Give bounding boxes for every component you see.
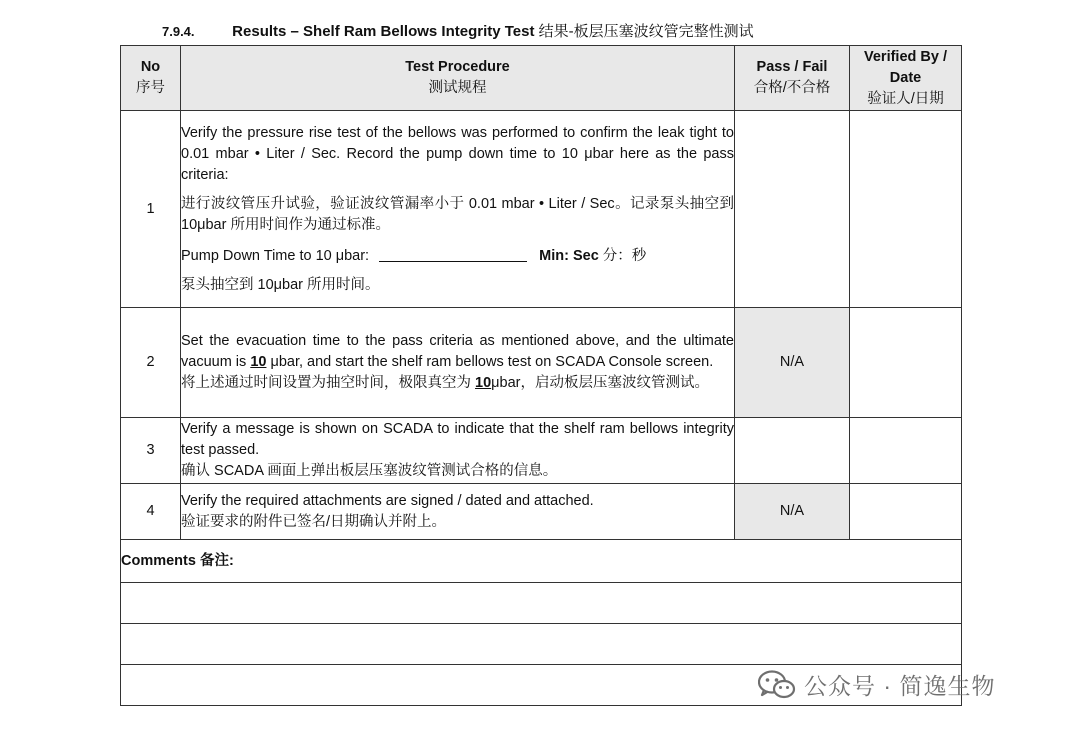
table-row <box>121 418 962 484</box>
ultimate-vacuum-value-zh: 10 <box>475 375 492 391</box>
pump-down-text-zh: 泵头抽空到 10μbar 所用时间。 <box>181 276 380 293</box>
verified-by-cell[interactable] <box>850 418 962 484</box>
pump-down-time-field[interactable] <box>379 247 527 262</box>
ultimate-vacuum-value: 10 <box>250 354 267 370</box>
table-row <box>121 308 962 418</box>
wechat-icon <box>758 670 796 700</box>
comments-line-row <box>121 583 962 624</box>
header-test-procedure: Test Procedure 测试规程 <box>181 46 735 111</box>
procedure-text-zh: 验证要求的附件已签名/日期确认并附上。 <box>181 513 447 530</box>
row-number: 2 <box>121 308 181 418</box>
watermark-text: 公众号 · 简逸生物 <box>804 673 996 699</box>
procedure-text-zh: 进行波纹管压升试验，验证波纹管漏率小于 0.01 mbar • Liter / Sec。记录泵头抽空到 10μbar 所用时间作为通过标准。 <box>181 195 734 233</box>
procedure-text-en: Verify a message is shown on SCADA to indicate that the shelf ram bellows integrity test passed. <box>181 421 734 458</box>
comments-label-en: Comments <box>121 552 196 569</box>
pass-fail-cell[interactable] <box>735 111 850 308</box>
verified-by-cell[interactable] <box>850 111 962 308</box>
header-pass-fail: Pass / Fail 合格/不合格 <box>735 46 850 111</box>
procedure-text-en: Verify the pressure rise test of the bellows was performed to confirm the leak tight to 0.01 mbar • Liter / Sec. Record the pump down time to 10 μbar here as the pass criteria: <box>181 124 734 183</box>
procedure-cell <box>181 111 735 308</box>
header-no: No 序号 <box>121 46 181 111</box>
comments-label-zh: 备注: <box>199 552 234 569</box>
comments-row <box>121 540 962 583</box>
row-number: 3 <box>121 418 181 484</box>
procedure-text-zh: 将上述通过时间设置为抽空时间，极限真空为 10μbar，启动板层压塞波纹管测试。 <box>181 375 709 391</box>
section-number: 7.9.4. <box>162 24 195 39</box>
row-number: 1 <box>121 111 181 308</box>
procedure-cell <box>181 308 735 418</box>
procedure-text-en: Verify the required attachments are signed / dated and attached. <box>181 492 594 509</box>
comments-cell[interactable] <box>121 540 962 583</box>
comments-line-row <box>121 624 962 665</box>
section-title-en: Results – Shelf Ram Bellows Integrity Test <box>232 23 535 40</box>
pump-unit-en: Min: Sec <box>539 247 599 264</box>
procedure-cell <box>181 484 735 540</box>
table-row <box>121 484 962 540</box>
comments-line[interactable] <box>121 583 962 624</box>
header-row <box>121 46 962 111</box>
verified-by-cell[interactable] <box>850 484 962 540</box>
pass-fail-cell: N/A <box>735 484 850 540</box>
pass-fail-cell[interactable] <box>735 418 850 484</box>
row-number: 4 <box>121 484 181 540</box>
comments-line[interactable] <box>121 624 962 665</box>
pump-down-line <box>181 246 734 267</box>
pump-down-label: Pump Down Time to 10 μbar: <box>181 247 370 264</box>
verified-by-cell[interactable] <box>850 308 962 418</box>
table-row <box>121 111 962 308</box>
procedure-text-en: Set the evacuation time to the pass criteria as mentioned above, and the ultimate vacuum is 10 μbar, and start the shelf ram bellows test on SCADA Console screen. <box>181 333 734 370</box>
watermark <box>758 668 995 701</box>
results-table <box>120 45 962 706</box>
pump-unit-zh: 分：秒 <box>602 247 647 264</box>
section-heading <box>162 20 754 41</box>
procedure-cell <box>181 418 735 484</box>
header-verified-by: Verified By / Date 验证人/日期 <box>850 46 962 111</box>
pass-fail-cell: N/A <box>735 308 850 418</box>
section-title-zh: 结果-板层压塞波纹管完整性测试 <box>538 23 754 40</box>
procedure-text-zh: 确认 SCADA 画面上弹出板层压塞波纹管测试合格的信息。 <box>181 463 558 479</box>
